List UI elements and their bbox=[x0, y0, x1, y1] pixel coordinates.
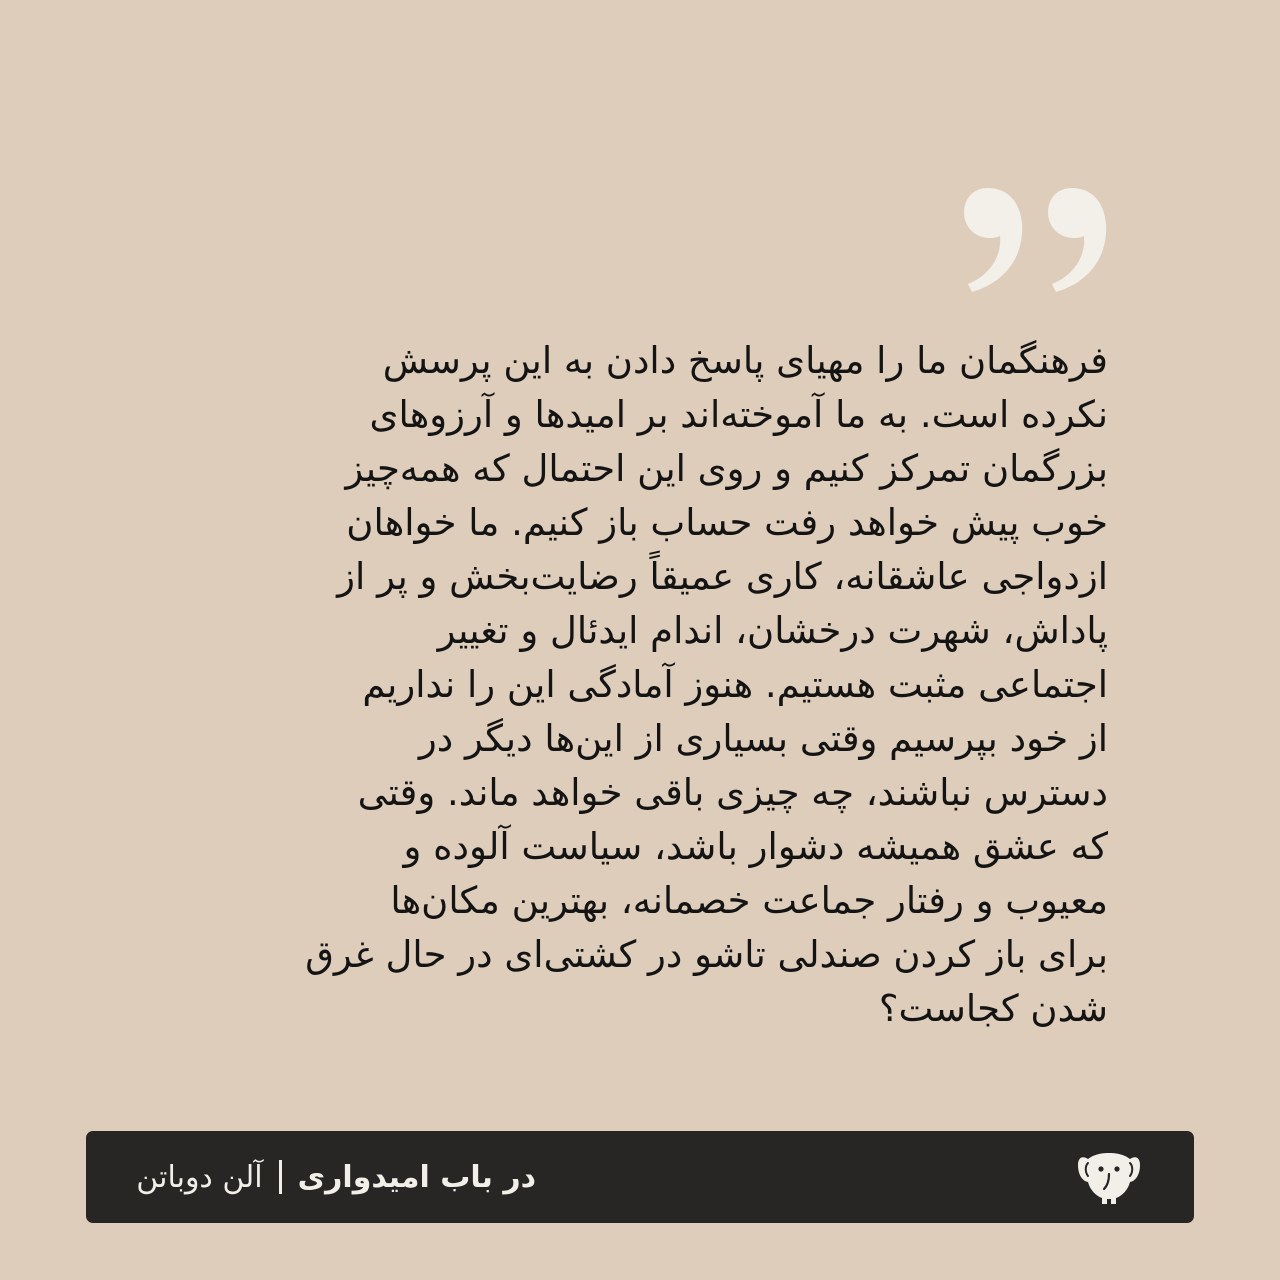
book-title: در باب امیدواری bbox=[297, 1159, 536, 1195]
author-name: آلن دوباتن bbox=[136, 1159, 263, 1195]
quote-line: پاداش، شهرت درخشان، اندام ایدئال و تغییر bbox=[437, 609, 1108, 652]
quote-line: معیوب و رفتار جماعت خصمانه، بهترین مکان‌ها bbox=[390, 879, 1108, 922]
quote-line: که عشق همیشه دشوار باشد، سیاست آلوده و bbox=[403, 825, 1108, 868]
caption-divider bbox=[279, 1160, 282, 1194]
quote-line: اجتماعی مثبت هستیم. هنوز آمادگی این را نداریم bbox=[362, 663, 1108, 706]
quote-line: نکرده است. به ما آموخته‌اند بر امیدها و آرزوهای bbox=[369, 393, 1108, 436]
quote-line: از خود بپرسیم وقتی بسیاری از این‌ها دیگر در bbox=[418, 717, 1108, 760]
quote-line: بزرگمان تمرکز کنیم و روی این احتمال که همه‌چیز bbox=[345, 447, 1108, 490]
quote-line: ازدواجی عاشقانه، کاری عمیقاً رضایت‌بخش و پر از bbox=[337, 555, 1108, 598]
elephant-icon bbox=[1076, 1150, 1142, 1206]
book-caption bbox=[136, 1131, 536, 1223]
quote-line: برای باز کردن صندلی تاشو در کشتی‌ای در حال غرق bbox=[305, 933, 1108, 976]
quote-line: دسترس نباشند، چه چیزی باقی خواهد ماند. وقتی bbox=[357, 771, 1108, 814]
quotation-mark-icon bbox=[962, 186, 1112, 292]
quote-line: خوب پیش خواهد رفت حساب باز کنیم. ما خواهان bbox=[346, 501, 1108, 544]
quote-line: شدن کجاست؟ bbox=[878, 987, 1108, 1030]
footer-bar bbox=[86, 1131, 1194, 1223]
quote-line: فرهنگمان ما را مهیای پاسخ دادن به این پرسش bbox=[382, 339, 1108, 382]
quote-text bbox=[168, 334, 1108, 1036]
